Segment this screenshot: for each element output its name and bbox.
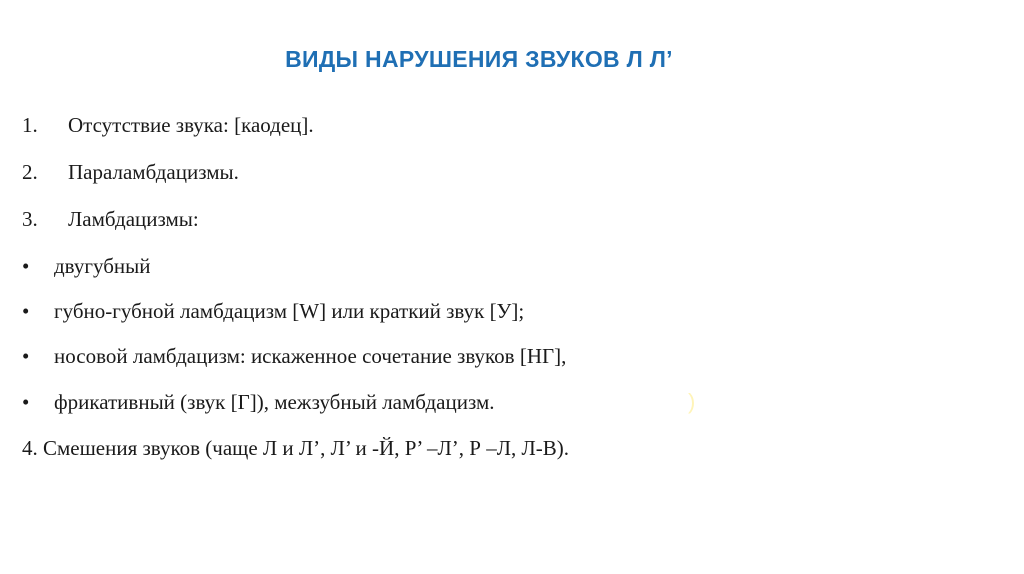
item-text: носовой ламбдацизм: искаженное сочетание звуков [НГ], xyxy=(54,344,567,368)
item-text: Параламбдацизмы. xyxy=(68,160,239,184)
bullet-icon: • xyxy=(22,254,30,278)
bullet-icon: • xyxy=(22,390,30,414)
slide-title: ВИДЫ НАРУШЕНИЯ ЗВУКОВ Л Л’ xyxy=(285,46,673,72)
bullet-icon: • xyxy=(22,299,30,323)
item-text: губно-губной ламбдацизм [W] или краткий звук [У]; xyxy=(54,299,525,323)
bullet-icon: • xyxy=(22,344,30,368)
item-text: двугубный xyxy=(54,254,151,278)
bullet-item-2 xyxy=(22,298,524,324)
item-number: 3. xyxy=(22,207,38,231)
bullet-item-1 xyxy=(22,253,151,279)
bullet-item-4 xyxy=(22,389,494,415)
bullet-item-3 xyxy=(22,343,566,369)
faint-bracket-artifact: ) xyxy=(688,389,696,414)
item-number: 1. xyxy=(22,113,38,137)
numbered-item-3 xyxy=(22,206,199,232)
numbered-item-1 xyxy=(22,112,314,138)
numbered-item-2 xyxy=(22,159,239,185)
item-text: фрикативный (звук [Г]), межзубный ламбдацизм. xyxy=(54,390,495,414)
final-item: 4. Смешения звуков (чаще Л и Л’, Л’ и -Й, Р’ –Л’, Р –Л, Л-В). xyxy=(22,436,569,460)
item-text: Ламбдацизмы: xyxy=(68,207,199,231)
item-text: Отсутствие звука: [каодец]. xyxy=(68,113,314,137)
item-number: 2. xyxy=(22,160,38,184)
